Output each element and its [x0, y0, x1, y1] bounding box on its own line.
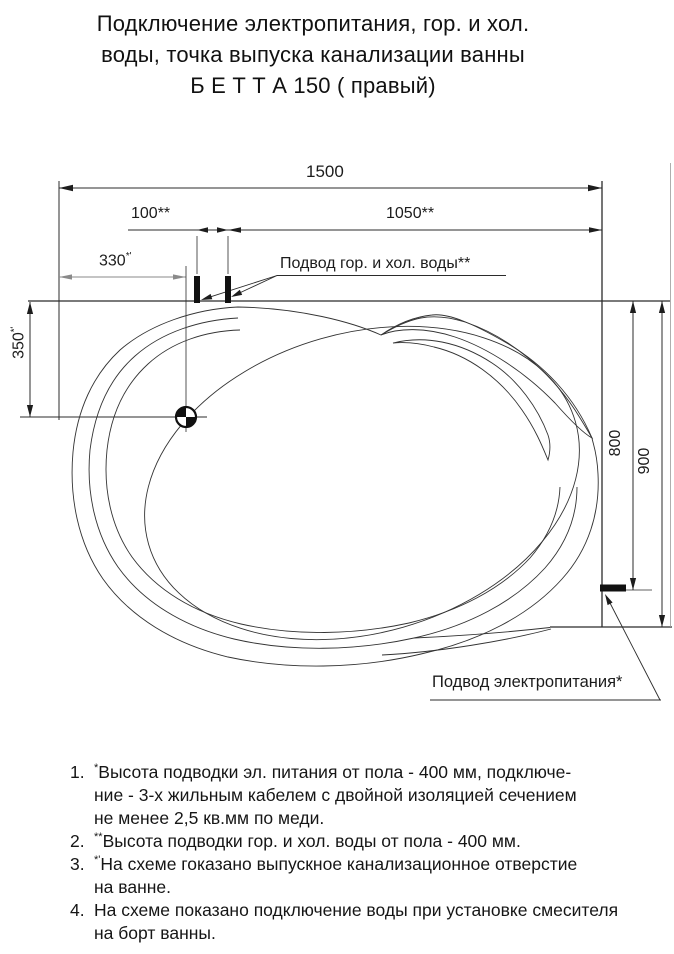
drain-point-symbol [176, 407, 196, 427]
hot-water-pipe-mark [194, 276, 200, 303]
arrow-1050-left [228, 227, 241, 233]
dim-100-label: 100** [131, 205, 171, 222]
power-supply-label: Подвод электропитания* [432, 673, 623, 691]
arrow-330-left [59, 274, 72, 279]
water-supply-label: Подвод гор. и хол. воды** [280, 255, 471, 272]
arrow-900-top [659, 301, 665, 313]
note-3-text: *'На схеме гоказано выпускное канализационное отверстие на ванне. [94, 854, 578, 897]
dim-330-mark: *' [125, 251, 132, 262]
note-4 [70, 899, 656, 945]
note-2-marker: ** [94, 831, 103, 844]
water-leader-line-2 [241, 276, 278, 293]
bathtub-contours [72, 278, 617, 689]
dim-350-mark: *' [9, 326, 21, 333]
arrow-1050-right [589, 227, 602, 233]
note-3-number: 3. [70, 854, 85, 874]
arrow-1500-right [588, 185, 602, 191]
title-line-1: Подключение электропитания, гор. и хол. [96, 11, 530, 36]
tub-inner-bowl [107, 278, 616, 689]
dim-1050-label: 1050** [386, 205, 435, 222]
arrow-100-left [197, 227, 208, 233]
water-leader-line-1 [211, 276, 277, 297]
dim-800-label: 800 [607, 429, 624, 457]
note-1-text: *Высота подводки эл. питания от пола - 400 мм, подключе- ние - 3-х жильным кабелем с двойной изоляцией сечением не менее 2,5 кв.мм по меди. [94, 762, 577, 828]
note-2-number: 2. [70, 831, 85, 851]
dim-350-label [9, 311, 28, 375]
arrow-water-leader-2 [231, 290, 242, 297]
note-1 [70, 761, 656, 830]
note-2 [70, 830, 656, 853]
title-line-3: Б Е Т Т А 150 ( правый) [190, 73, 436, 98]
connection-marks [194, 276, 626, 592]
note-1-marker: * [94, 762, 99, 775]
note-3 [70, 853, 656, 899]
arrow-800-bottom [630, 578, 636, 590]
tub-rim-step-1 [89, 318, 577, 648]
note-3-marker: *' [94, 854, 101, 867]
arrow-800-top [630, 301, 636, 313]
tub-rim-step-2 [106, 330, 560, 633]
dim-330-label [99, 251, 132, 270]
note-1-number: 1. [70, 762, 85, 782]
title-line-2: воды, точка выпуска канализации ванны [101, 42, 525, 67]
dim-1500-label: 1500 [306, 162, 344, 181]
arrow-350-bottom [27, 405, 33, 417]
cold-water-pipe-mark [225, 276, 231, 303]
arrow-900-bottom [659, 615, 665, 627]
arrow-330-right [173, 274, 186, 279]
note-4-text: На схеме показано подключение воды при установке смесителя на борт ванны. [94, 900, 619, 943]
tub-rim-corner-merge-2 [382, 629, 551, 655]
arrow-water-leader-1 [201, 294, 212, 300]
note-2-text: **Высота подводки гор. и хол. воды от пола - 400 мм. [94, 831, 521, 851]
tub-corner-shelf-outer [381, 317, 592, 438]
note-4-number: 4. [70, 900, 85, 920]
drain-quadrant-se [186, 417, 196, 427]
power-connection-mark [600, 585, 626, 592]
dim-330-value: 330 [99, 252, 126, 270]
notes-list [70, 761, 656, 945]
dimension-lines [20, 163, 672, 700]
dim-350-value: 350 [10, 332, 28, 359]
arrow-power-leader [605, 594, 613, 605]
dim-900-label: 900 [636, 447, 653, 475]
arrow-1500-left [59, 185, 73, 191]
arrow-100-right [217, 227, 228, 233]
drain-quadrant-nw [176, 407, 186, 417]
